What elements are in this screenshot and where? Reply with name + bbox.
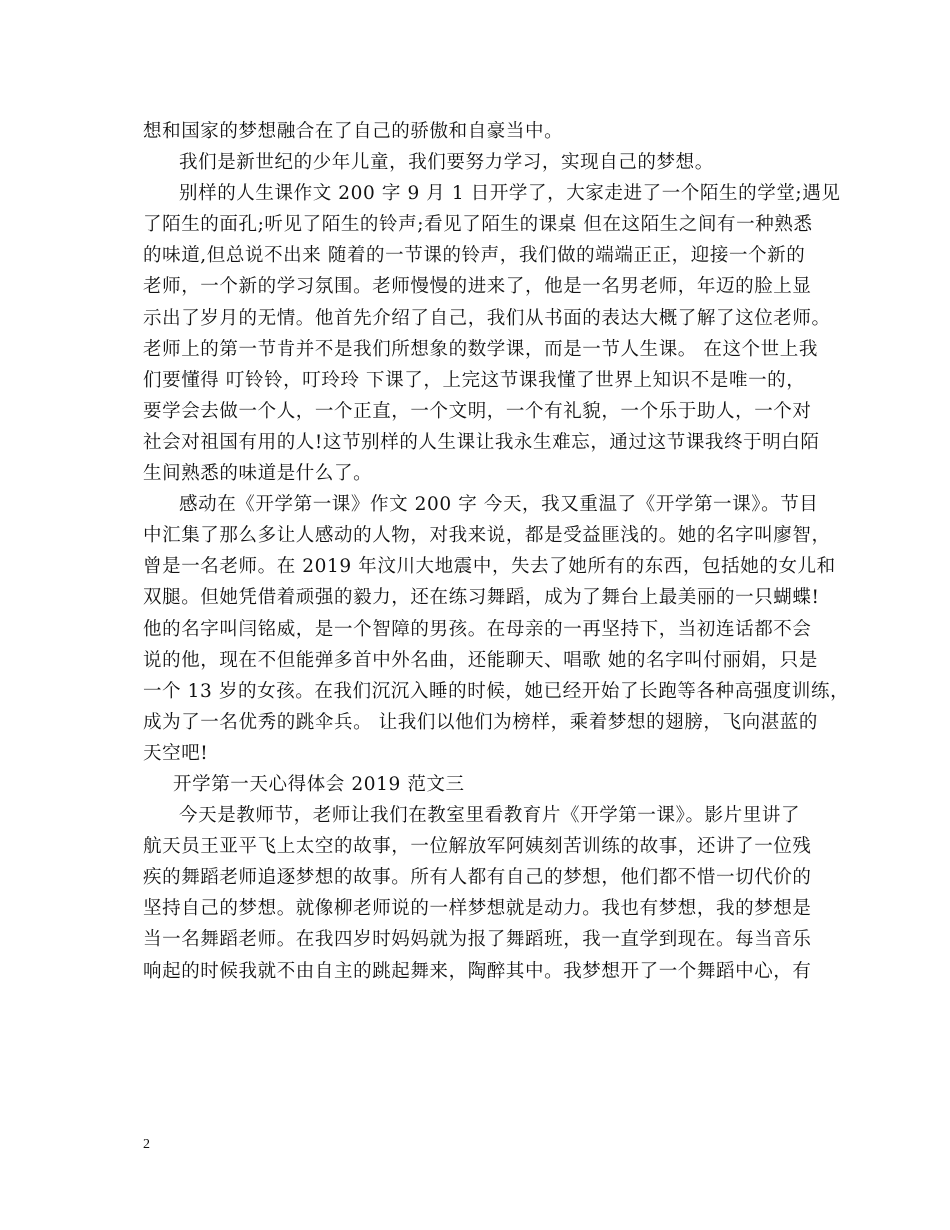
text-line: 疾的舞蹈老师追逐梦想的故事。所有人都有自己的梦想，他们都不惜一切代价的 <box>143 867 812 889</box>
text-line: 双腿。但她凭借着顽强的毅力，还在练习舞蹈，成为了舞台上最美丽的一只蝴蝶! <box>143 587 820 609</box>
text-line: 中汇集了那么多让人感动的人物，对我来说，都是受益匪浅的。她的名字叫廖智， <box>143 525 831 547</box>
text-line: 当一名舞蹈老师。在我四岁时妈妈就为报了舞蹈班，我一直学到现在。每当音乐 <box>143 929 812 951</box>
text-line: 天空吧! <box>143 742 209 764</box>
text-line: 想和国家的梦想融合在了自己的骄傲和自豪当中。 <box>143 121 564 142</box>
text-line: 一个 13 岁的女孩。在我们沉沉入睡的时候，她已经开始了长跑等各种高强度训练， <box>143 680 850 702</box>
text-line: 生间熟悉的味道是什么了。 <box>143 463 373 485</box>
text-line: 响起的时候我就不由自主的跳起舞来，陶醉其中。我梦想开了一个舞蹈中心，有 <box>143 960 812 982</box>
text-line: 了陌生的面孔;听见了陌生的铃声;看见了陌生的课桌 但在这陌生之间有一种熟悉 <box>143 214 813 236</box>
text-line: 老师上的第一节肯并不是我们所想象的数学课，而是一节人生课。 在这个世上我 <box>143 338 818 360</box>
text-line: 示出了岁月的无情。他首先介绍了自己，我们从书面的表达大概了解了这位老师。 <box>143 307 831 329</box>
paragraph-start-line: 别样的人生课作文 200 字 9 月 1 日开学了，大家走进了一个陌生的学堂;遇见 <box>179 183 841 205</box>
page-number: 2 <box>143 1137 150 1152</box>
text-line: 坚持自己的梦想。就像柳老师说的一样梦想就是动力。我也有梦想，我的梦想是 <box>143 898 812 920</box>
text-line: 曾是一名老师。在 2019 年汶川大地震中，失去了她所有的东西，包括她的女儿和 <box>143 556 836 578</box>
paragraph-start-line: 我们是新世纪的少年儿童，我们要努力学习，实现自己的梦想。 <box>179 152 714 174</box>
text-line: 要学会去做一个人，一个正直，一个文明，一个有礼貌，一个乐于助人，一个对 <box>143 400 812 422</box>
paragraph-start-line: 今天是教师节，老师让我们在教室里看教育片《开学第一课》。影片里讲了 <box>179 805 801 827</box>
document-body <box>143 116 850 987</box>
paragraph-start-line: 感动在《开学第一课》作文 200 字 今天，我又重温了《开学第一课》。节目 <box>179 494 819 516</box>
text-line: 们要懂得 叮铃铃，叮玲玲 下课了，上完这节课我懂了世界上知识不是唯一的， <box>143 369 806 391</box>
text-line: 老师，一个新的学习氛围。老师慢慢的进来了，他是一名男老师，年迈的脸上显 <box>143 276 812 298</box>
text-line: 说的他，现在不但能弹多首中外名曲，还能聊天、唱歌 她的名字叫付丽娟，只是 <box>143 649 818 671</box>
text-line: 的味道,但总说不出来 随着的一节课的铃声，我们做的端端正正，迎接一个新的 <box>143 245 806 267</box>
text-line: 成为了一名优秀的跳伞兵。 让我们以他们为榜样，乘着梦想的翅膀，飞向湛蓝的 <box>143 711 818 733</box>
text-line: 他的名字叫闫铭威，是一个智障的男孩。在母亲的一再坚持下，当初连话都不会 <box>143 618 812 640</box>
section-heading: 开学第一天心得体会 2019 范文三 <box>173 773 465 795</box>
text-line: 航天员王亚平飞上太空的故事，一位解放军阿姨刻苦训练的故事，还讲了一位残 <box>143 836 812 858</box>
text-line: 社会对祖国有用的人!这节别样的人生课让我永生难忘，通过这节课我终于明白陌 <box>143 431 820 453</box>
